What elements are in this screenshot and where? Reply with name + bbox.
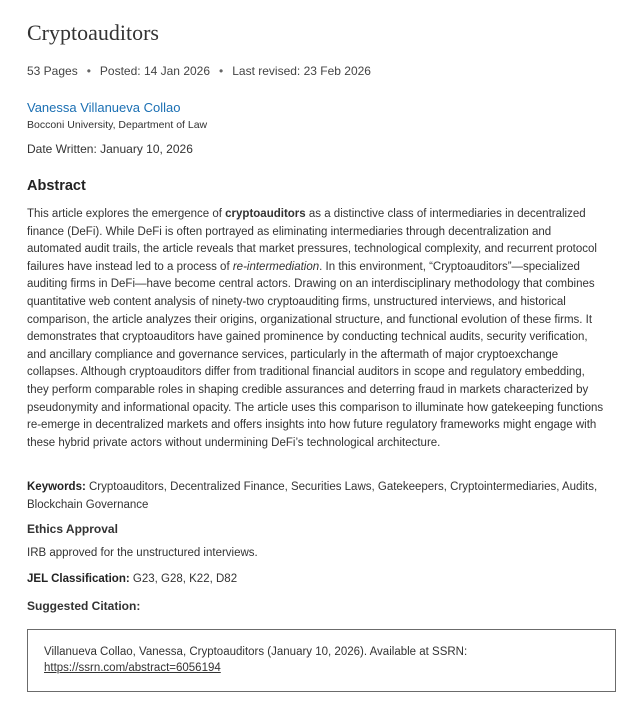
page-count: 53 Pages bbox=[27, 64, 78, 78]
jel-codes: G23, G28, K22, D82 bbox=[129, 573, 238, 585]
citation-text: Villanueva Collao, Vanessa, Cryptoauditors (January 10, 2026). Available at SSRN: bbox=[44, 646, 468, 658]
abstract-text bbox=[27, 206, 607, 452]
jel-classification bbox=[27, 573, 237, 585]
citation-heading: Suggested Citation: bbox=[27, 599, 141, 613]
abstract-italic-term: re-intermediation bbox=[232, 260, 320, 273]
ethics-heading: Ethics Approval bbox=[27, 522, 118, 536]
abstract-part: . In this environment, “Cryptoauditors”—specialized auditing firms in DeFi—have become central actors. Drawing on an interdisciplinary methodology that combines quantitative web content analysis of ninety-two cryptoauditing firms, unstructured interviews, and historical comparison, the article analyzes their origins, organizational structure, and functional evolution of these firms. It demonstrates that cryptoauditors have gained prominence by conducting technical audits, security verification, and ancillary compliance and governance services, particularly in the aftermath of major cryptoexchange collapses. Although cryptoauditors differ from traditional financial auditors in scope and regulatory embedding, they perform comparable roles in shaping credible assurances and deterring fraud in markets characterized by pseudonymity and informational opacity. The article uses this comparison to illuminate how gatekeeping functions re-emerge in decentralized markets and offers insights into how future regulatory frameworks might engage with these hybrid private actors without undermining DeFi’s technological architecture. bbox=[27, 260, 604, 449]
separator-dot: • bbox=[86, 64, 91, 78]
author-affiliation: Bocconi University, Department of Law bbox=[27, 119, 208, 131]
citation-link[interactable]: https://ssrn.com/abstract=6056194 bbox=[44, 662, 221, 674]
author-link[interactable]: Vanessa Villanueva Collao bbox=[27, 100, 181, 115]
paper-title: Cryptoauditors bbox=[27, 20, 159, 45]
jel-label: JEL Classification: bbox=[27, 573, 130, 585]
abstract-part: This article explores the emergence of bbox=[27, 208, 226, 220]
keywords-label: Keywords: bbox=[27, 481, 86, 493]
ethics-text: IRB approved for the unstructured interviews. bbox=[27, 547, 258, 559]
citation-box bbox=[27, 629, 616, 692]
date-written: Date Written: January 10, 2026 bbox=[27, 142, 193, 156]
separator-dot: • bbox=[219, 64, 224, 78]
revised-date: Last revised: 23 Feb 2026 bbox=[232, 64, 371, 78]
abstract-part: as a distinctive class of intermediaries in decentralized finance (DeFi). While DeFi is often portrayed as eliminating intermediaries through decentralization and automated audit trails, the article reveals that market pressures, technological complexity, and recurrent protocol failures have instead led to a process of bbox=[27, 208, 597, 273]
abstract-heading: Abstract bbox=[27, 178, 86, 194]
keywords-list: Cryptoauditors, Decentralized Finance, Securities Laws, Gatekeepers, Cryptointermediaries, Audits, Blockchain Governance bbox=[27, 481, 598, 511]
abstract-bold-term: cryptoauditors bbox=[225, 208, 306, 220]
posted-date: Posted: 14 Jan 2026 bbox=[99, 64, 211, 78]
keywords bbox=[27, 479, 617, 514]
paper-meta bbox=[27, 64, 371, 78]
